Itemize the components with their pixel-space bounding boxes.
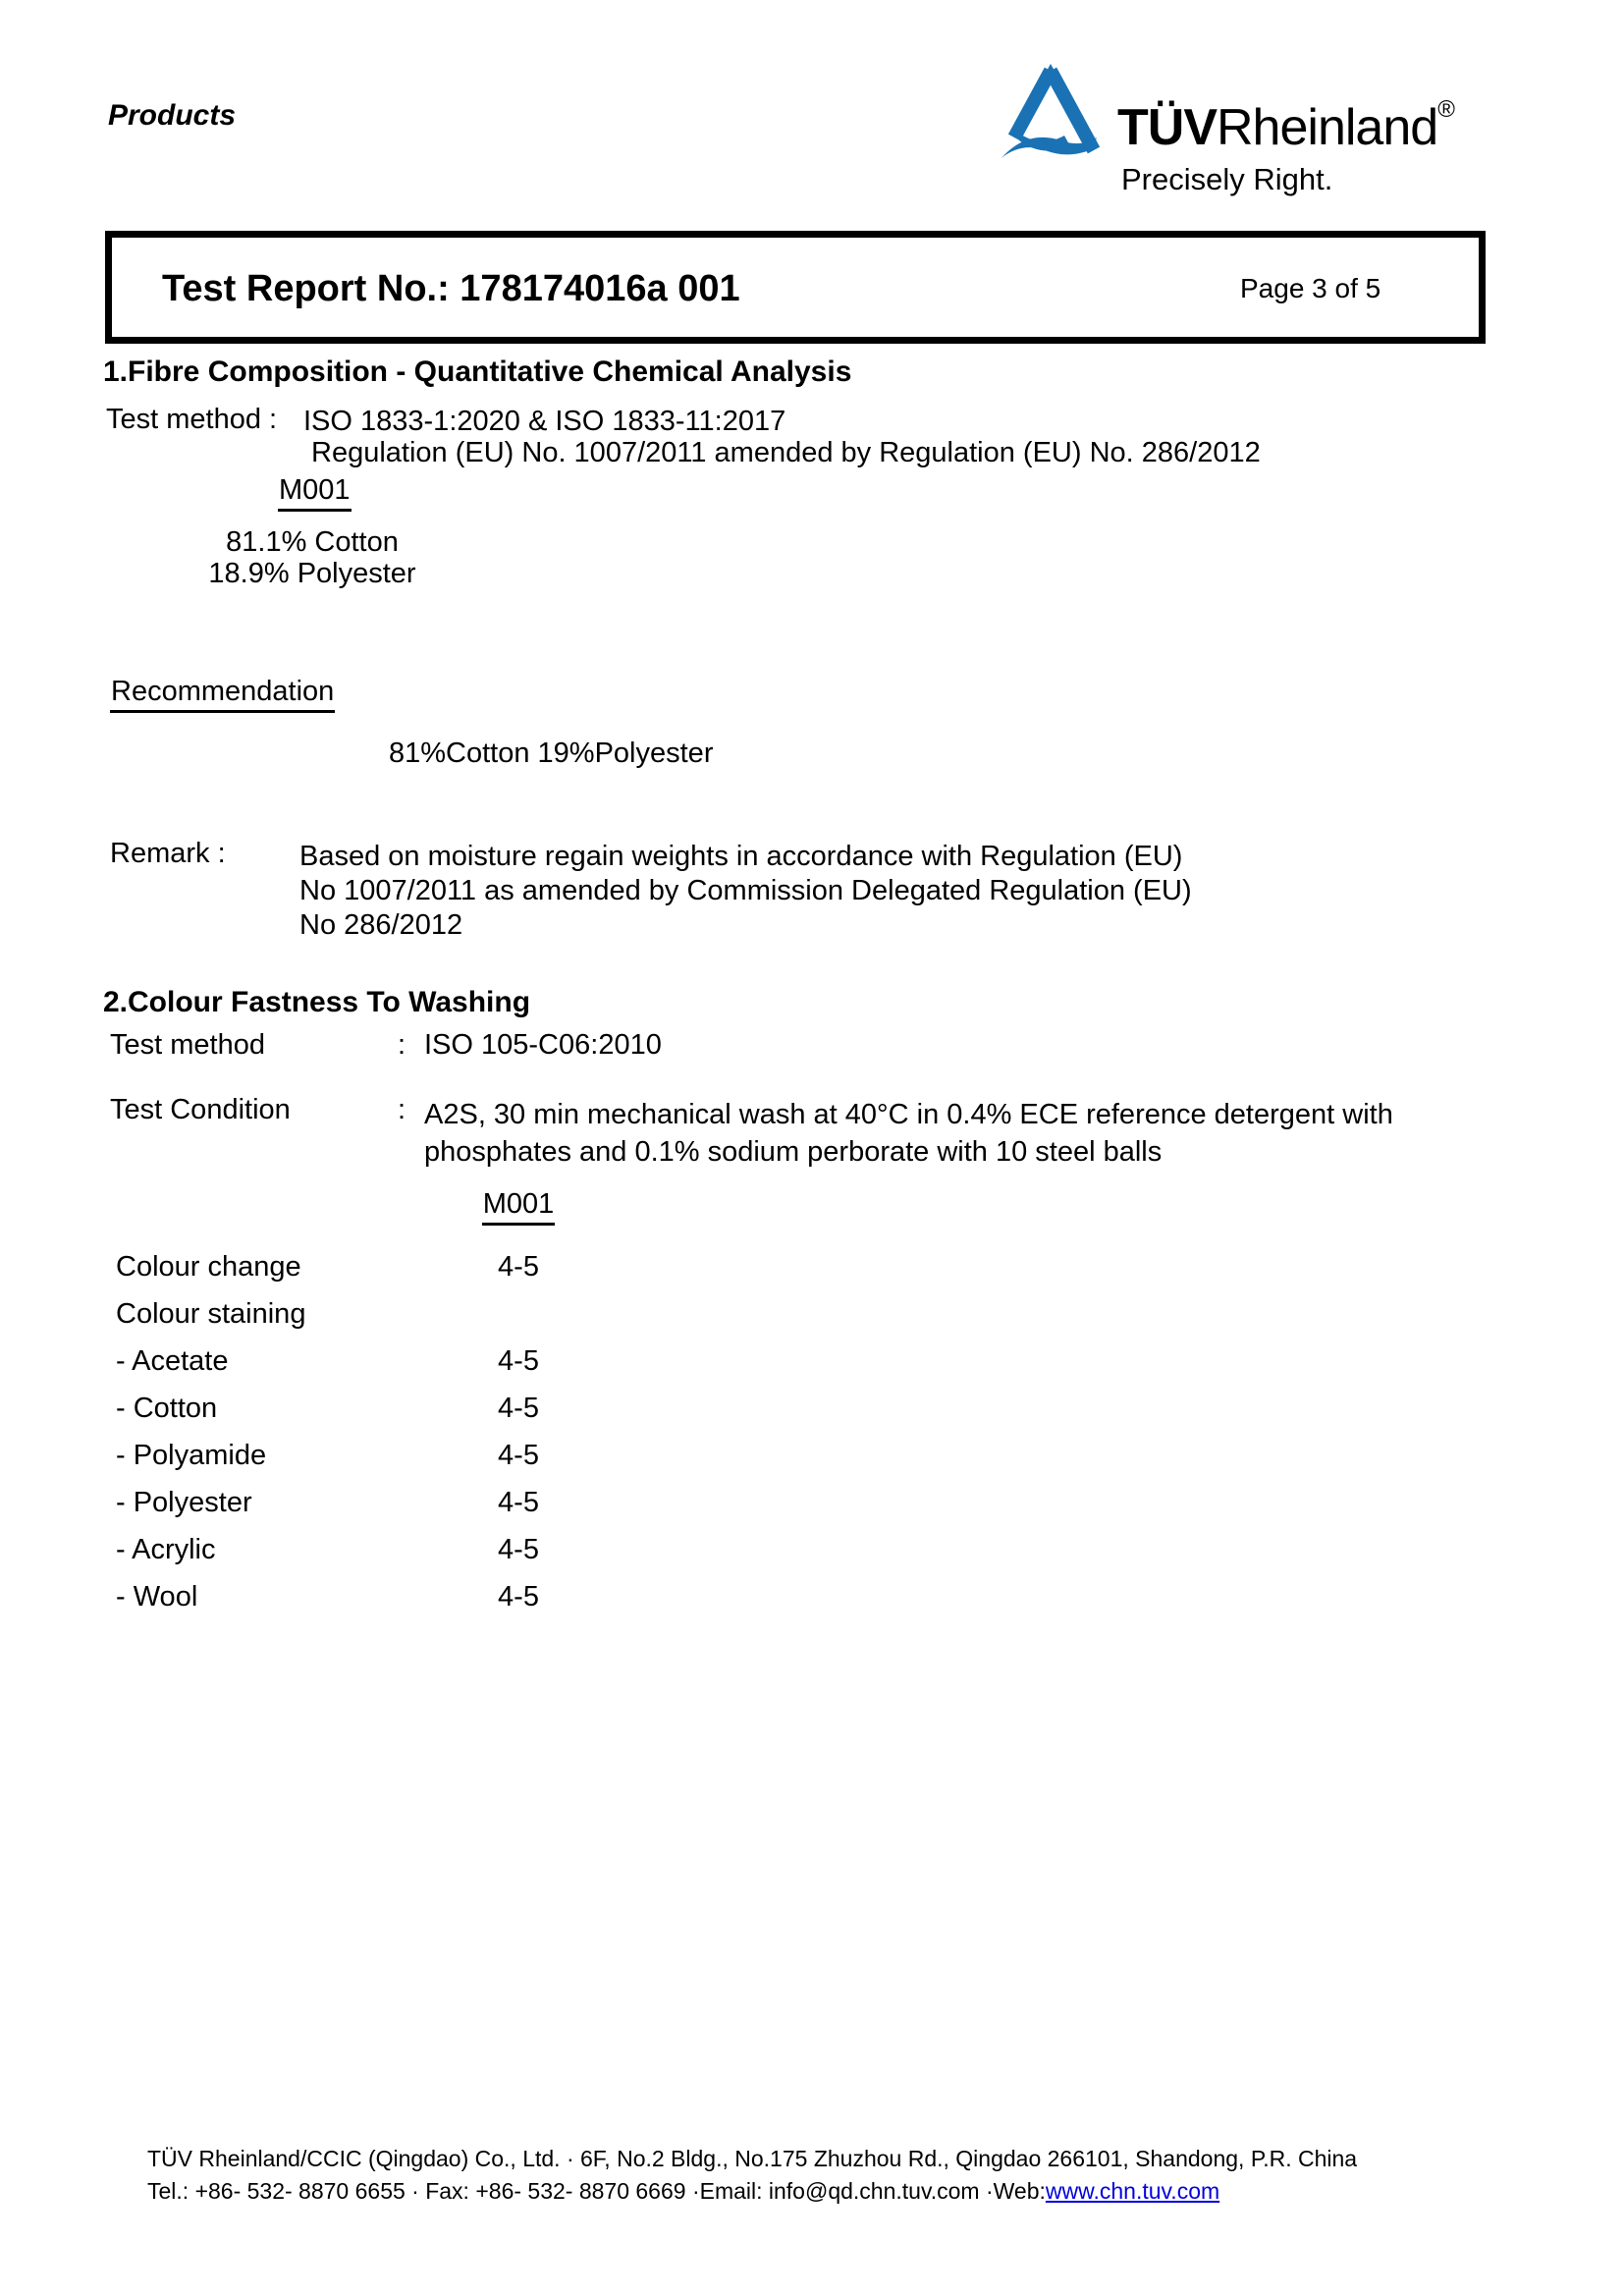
recommendation-value: 81%Cotton 19%Polyester bbox=[389, 738, 714, 769]
test-method-line: Regulation (EU) No. 1007/2011 amended by Regulation (EU) No. 286/2012 bbox=[311, 437, 1261, 468]
website-link[interactable]: www.chn.tuv.com bbox=[1045, 2178, 1220, 2204]
table-row: - Polyamide 4-5 bbox=[116, 1440, 539, 1471]
section2-test-method-value: ISO 105-C06:2010 bbox=[424, 1029, 662, 1061]
brand-tagline: Precisely Right. bbox=[1121, 162, 1333, 196]
brand-tuv: TÜV bbox=[1117, 99, 1217, 156]
remark-line: No 286/2012 bbox=[299, 909, 463, 941]
table-row: - Acrylic 4-5 bbox=[116, 1534, 539, 1565]
composition-row: 81.1% Cotton bbox=[226, 526, 399, 558]
table-row: - Wool 4-5 bbox=[116, 1581, 539, 1613]
test-condition-label: Test Condition bbox=[110, 1094, 291, 1125]
colon-separator: : bbox=[398, 1029, 406, 1061]
report-header-box bbox=[105, 231, 1486, 344]
page-indicator: Page 3 of 5 bbox=[1240, 273, 1381, 303]
section2-test-method-label: Test method bbox=[110, 1029, 265, 1061]
remark-label: Remark : bbox=[110, 838, 226, 869]
section1-sample-id: M001 bbox=[278, 476, 352, 512]
report-title: Test Report No.: 178174016a 001 bbox=[162, 268, 740, 309]
remark-line: Based on moisture regain weights in accordance with Regulation (EU) bbox=[299, 841, 1183, 872]
footer-address-line: TÜV Rheinland/CCIC (Qingdao) Co., Ltd. · 6F, No.2 Bldg., No.175 Zhuzhou Rd., Qingdao 266101, Shandong, P.R. China bbox=[147, 2146, 1358, 2171]
section1-heading: 1.Fibre Composition - Quantitative Chemical Analysis bbox=[103, 355, 852, 388]
recommendation-label: Recommendation bbox=[110, 678, 335, 713]
test-condition-line: phosphates and 0.1% sodium perborate with 10 steel balls bbox=[424, 1136, 1163, 1168]
brand-rheinland: Rheinland bbox=[1217, 99, 1438, 156]
section2-heading: 2.Colour Fastness To Washing bbox=[103, 986, 531, 1018]
composition-row: 18.9% Polyester bbox=[208, 558, 416, 589]
test-condition-line: A2S, 30 min mechanical wash at 40°C in 0.4% ECE reference detergent with bbox=[424, 1099, 1393, 1130]
tuv-logo-triangle-icon bbox=[1000, 63, 1102, 161]
footer-contact-line: Tel.: +86- 532- 8870 6655 · Fax: +86- 532- 8870 6669 ·Email: info@qd.chn.tuv.com ·Web:www.chn.tuv.com bbox=[147, 2178, 1220, 2204]
section2-sample-id: M001 bbox=[322, 1190, 715, 1226]
registered-trademark-icon: ® bbox=[1437, 96, 1455, 123]
brand-wordmark bbox=[1117, 96, 1455, 156]
section1-test-method-label: Test method : bbox=[106, 404, 278, 435]
colon-separator: : bbox=[398, 1094, 406, 1125]
products-label: Products bbox=[108, 99, 237, 132]
table-row: - Cotton 4-5 bbox=[116, 1393, 539, 1424]
test-method-line: ISO 1833-1:2020 & ISO 1833-11:2017 bbox=[303, 406, 786, 437]
colour-fastness-results-table bbox=[116, 1253, 901, 1630]
table-row: Colour staining bbox=[116, 1298, 306, 1330]
table-row: - Polyester 4-5 bbox=[116, 1487, 539, 1518]
test-condition-value bbox=[424, 1096, 1393, 1171]
remark-text bbox=[299, 840, 1192, 943]
section1-test-method-value bbox=[303, 406, 1261, 468]
remark-line: No 1007/2011 as amended by Commission Delegated Regulation (EU) bbox=[299, 875, 1192, 906]
table-row: Colour change 4-5 bbox=[116, 1251, 539, 1283]
footer bbox=[147, 2143, 1357, 2208]
fibre-composition-result bbox=[116, 526, 509, 589]
table-row: - Acetate 4-5 bbox=[116, 1345, 539, 1377]
